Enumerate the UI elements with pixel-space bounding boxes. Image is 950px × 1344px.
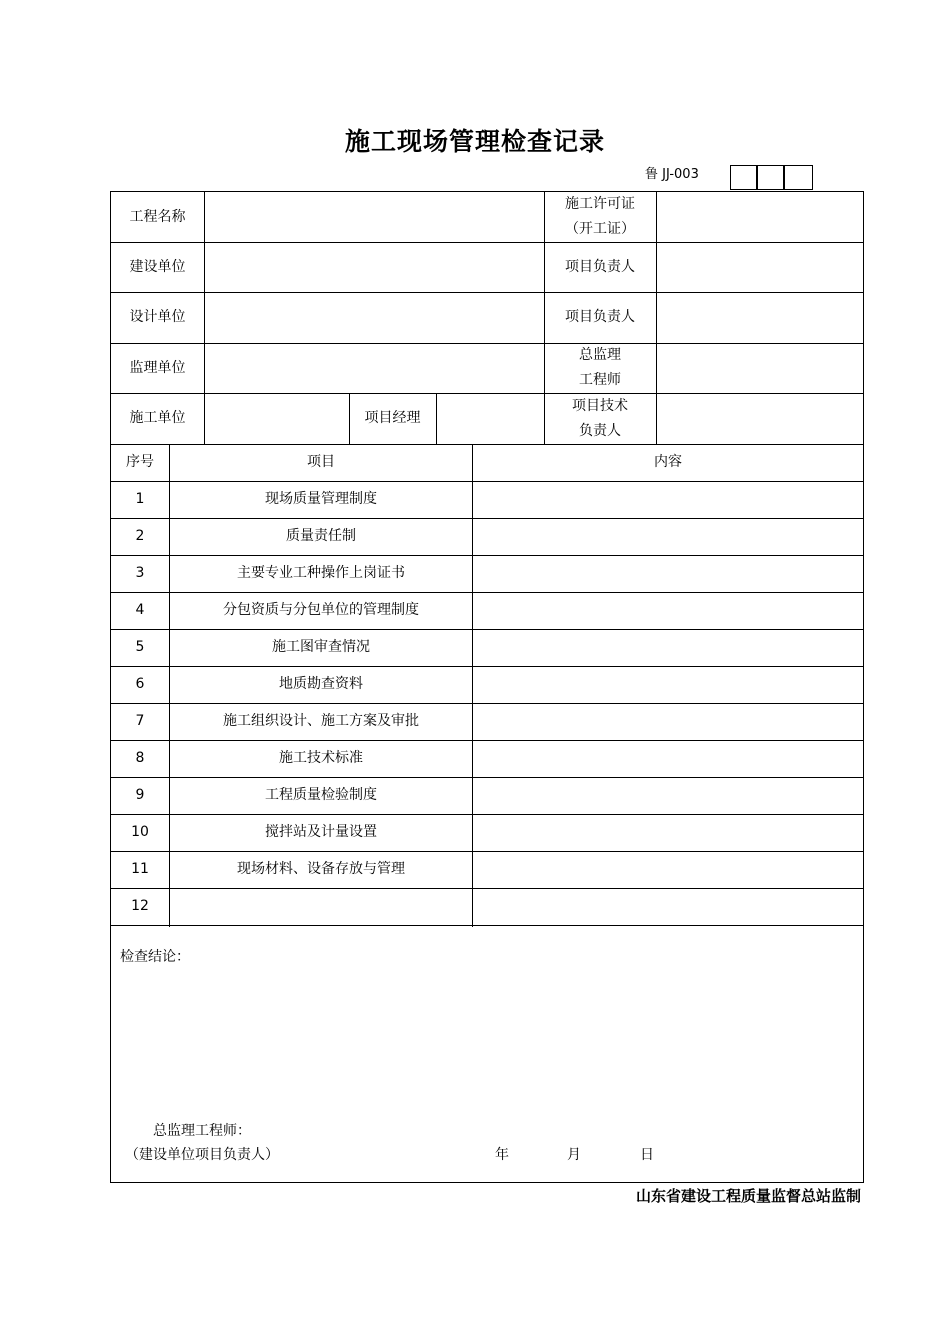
chief-engineer-field[interactable] [657, 343, 863, 393]
row-content-field[interactable] [473, 888, 863, 925]
date-year[interactable]: 年 [495, 1147, 509, 1163]
row-no: 7 [135, 713, 145, 729]
row-no: 11 [131, 861, 149, 877]
signer-label: 总监理工程师： [153, 1123, 251, 1139]
code-box[interactable] [757, 165, 784, 190]
form-frame [110, 191, 864, 1183]
row-no: 8 [135, 750, 145, 766]
conclusion-label: 检查结论： [120, 949, 190, 965]
code-box[interactable] [784, 165, 813, 190]
design-pm-field[interactable] [657, 292, 863, 343]
row-content-field[interactable] [473, 518, 863, 555]
row-content-field[interactable] [473, 555, 863, 592]
project-manager-label: 项目经理 [364, 410, 421, 426]
design-pm-label: 项目负责人 [565, 309, 635, 325]
form-code: 鲁 JJ-003 [645, 167, 699, 182]
row-item [170, 888, 472, 925]
owner-unit-field[interactable] [205, 242, 544, 292]
row-item: 搅拌站及计量设置 [265, 824, 377, 840]
row-no: 3 [135, 565, 145, 581]
tech-lead-label [544, 393, 656, 444]
row-item: 现场材料、设备存放与管理 [237, 861, 405, 877]
row-content-field[interactable] [473, 592, 863, 629]
row-content-field[interactable] [473, 814, 863, 851]
tech-lead-line2: 负责人 [579, 422, 621, 439]
row-item: 主要专业工种操作上岗证书 [237, 565, 405, 581]
row-content-field[interactable] [473, 666, 863, 703]
date-month[interactable]: 月 [567, 1147, 581, 1163]
row-item: 施工图审查情况 [272, 639, 370, 655]
row-no: 12 [131, 898, 149, 914]
owner-unit-label: 建设单位 [129, 258, 186, 275]
project-name-field[interactable] [205, 192, 544, 242]
row-item: 分包资质与分包单位的管理制度 [223, 602, 419, 618]
row-no: 1 [135, 491, 145, 507]
page-title: 施工现场管理检查记录 [344, 127, 605, 156]
row-content-field[interactable] [473, 703, 863, 740]
col-header-content: 内容 [654, 454, 682, 470]
design-unit-field[interactable] [205, 292, 544, 343]
row-item: 施工技术标准 [279, 750, 363, 766]
row-divider [111, 925, 863, 926]
signer-alt-label: （建设单位项目负责人） [125, 1147, 279, 1163]
project-name-label: 工程名称 [129, 208, 186, 225]
col-header-no: 序号 [126, 454, 154, 470]
permit-field[interactable] [657, 192, 863, 242]
col-header-item: 项目 [307, 454, 335, 470]
row-no: 2 [135, 528, 145, 544]
row-content-field[interactable] [473, 481, 863, 518]
row-content-field[interactable] [473, 740, 863, 777]
row-content-field[interactable] [473, 629, 863, 666]
row-item: 地质勘查资料 [279, 676, 363, 692]
row-no: 9 [135, 787, 145, 803]
permit-label-line1: 施工许可证 [565, 196, 635, 212]
row-item: 工程质量检验制度 [265, 787, 377, 803]
construction-unit-label: 施工单位 [129, 410, 186, 426]
project-manager-field[interactable] [437, 393, 544, 444]
row-no: 10 [131, 824, 149, 840]
supervision-unit-field[interactable] [205, 343, 544, 393]
code-box[interactable] [730, 165, 757, 190]
design-unit-label: 设计单位 [129, 309, 186, 325]
permit-label [544, 192, 656, 242]
date-day[interactable]: 日 [640, 1147, 654, 1163]
construction-unit-field[interactable] [205, 393, 349, 444]
row-no: 5 [135, 639, 145, 655]
row-item: 质量责任制 [286, 528, 356, 544]
tech-lead-line1: 项目技术 [572, 397, 628, 414]
owner-pm-field[interactable] [657, 242, 863, 292]
chief-engineer-label [544, 343, 656, 393]
chief-engineer-line2: 工程师 [579, 372, 621, 388]
issuer-footer: 山东省建设工程质量监督总站监制 [635, 1187, 861, 1205]
row-item: 现场质量管理制度 [265, 491, 377, 507]
row-content-field[interactable] [473, 851, 863, 888]
supervision-unit-label: 监理单位 [129, 359, 186, 376]
owner-pm-label: 项目负责人 [565, 258, 635, 275]
permit-label-line2: （开工证） [565, 221, 635, 237]
row-item: 施工组织设计、施工方案及审批 [223, 713, 419, 729]
row-content-field[interactable] [473, 777, 863, 814]
tech-lead-field[interactable] [657, 393, 863, 444]
row-no: 4 [135, 602, 145, 618]
chief-engineer-line1: 总监理 [579, 347, 621, 363]
row-no: 6 [135, 676, 145, 692]
